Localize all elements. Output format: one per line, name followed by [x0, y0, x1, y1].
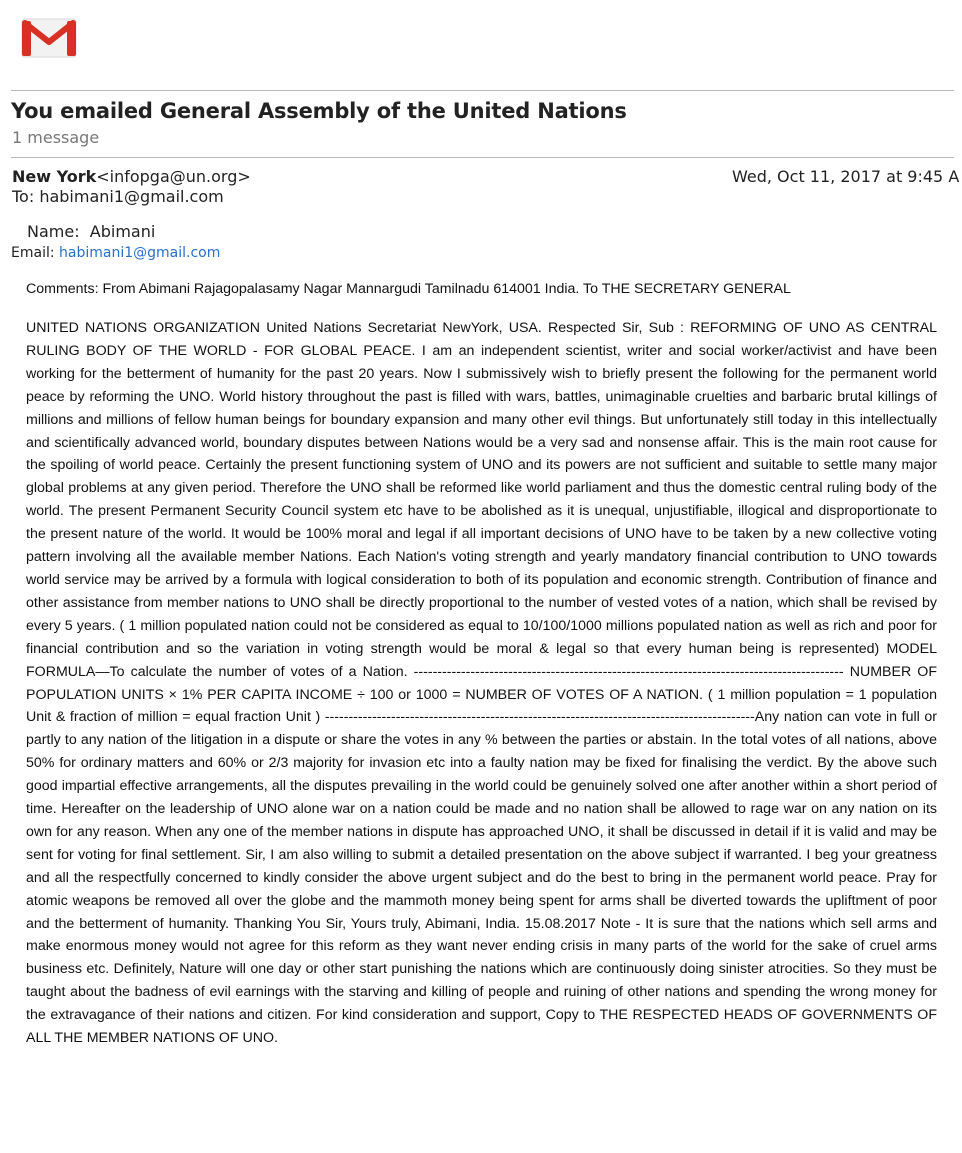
- email-label: Email:: [11, 245, 55, 261]
- recipient-line: [12, 187, 224, 206]
- email-link[interactable]: habimani1@gmail.com: [59, 245, 221, 261]
- sender-email[interactable]: <infopga@un.org>: [96, 167, 251, 186]
- comments-line: Comments: From Abimani Rajagopalasamy Nagar Mannargudi Tamilnadu 614001 India. To THE SECRETARY GENERAL: [26, 281, 791, 297]
- name-value: Abimani: [89, 222, 156, 241]
- header-divider: [11, 90, 954, 91]
- sender-line: [12, 167, 251, 186]
- subject-divider: [11, 157, 954, 158]
- message-body: UNITED NATIONS ORGANIZATION United Nations Secretariat NewYork, USA. Respected Sir, Sub : REFORMING OF UNO AS CENTRAL RULING BODY OF THE WORLD - FOR GLOBAL PEACE. I am an independent scientist, writer and social worker/activist and have been working for the betterment of humanity for the past 20 years. Now I submissively wish to briefly present the following for the permanent world peace by reforming the UNO. World history throughout the past is filled with wars, battles, unimaginable cruelties and barbaric brutal killings of millions and millions of fellow human beings for boundary expansion and many other evil things. But unfortunately still today in this intellectually and scientifically advanced world, boundary disputes between Nations would be a very sad and nonsense affair. This is the main root cause for the spoiling of world peace. Certainly the present functioning system of UNO and its powers are not sufficient and suitable to settle many major global problems at any given period. Therefore the UNO shall be reformed like world parliament and thus the domestic central ruling body of the world. The present Permanent Security Council system etc have to be abolished as it is unequal, unjustifiable, illogical and disproportionate to the present nature of the world. It would be 100% moral and legal if all important decisions of UNO have to be taken by a new collective voting pattern involving all the available member Nations. Each Nation's voting strength and yearly mandatory financial contribution to UNO towards world service may be arrived by a formula with logical consideration to both of its population and economic strength. Contribution of finance and other assistance from member nations to UNO shall be directly proportional to the number of vested votes of a nation, which shall be revised by every 5 years. ( 1 million populated nation could not be considered as equal to 10/100/1000 millions populated nation as well as rich and poor for financial contribution and so the variation in voting strength would be moral & legal so that every human being is represented) MODEL FORMULA—To calculate the number of votes of a Nation. ------------------------------------------------------------------------------------------- NUMBER OF POPULATION UNITS × 1% PER CAPITA INCOME ÷ 100 or 1000 = NUMBER OF VOTES OF A NATION. ( 1 million population = 1 population Unit & fraction of million = equal fraction Unit ) -------------------------------------------------------------------------------------------Any nation can vote in full or partly to any nation of the litigation in a dispute or share the votes in any % between the parties or abstain. In the total votes of all nations, above 50% for ordinary matters and 60% or 2/3 majority for invasion etc into a faulty nation may be fixed for finalising the verdict. By the above such good impartial effective arrangements, all the disputes prevailing in the world could be genuinely solved one after another within a short period of time. Hereafter on the leadership of UNO alone war on a nation could be made and no nation shall be allowed to rage war on any nation on its own for any reason. When any one of the member nations in dispute has approached UNO, it shall be discussed in detail if it is valid and may be sent for voting for final settlement. Sir, I am also willing to submit a detailed presentation on the above subject if warranted. I beg your greatness and all the respectfully concerned to kindly consider the above urgent subject and do the best to bring in the permanent world peace. Pray for atomic weapons be removed all over the globe and the mammoth money being spent for arms shall be diverted towards the upliftment of poor and the betterment of humanity. Thanking You Sir, Yours truly, Abimani, India. 15.08.2017 Note - It is sure that the nations which sell arms and make enormous money would not agree for this reform as they want never ending crisis in many parts of the world for the sake of cruel arms business etc. Definitely, Nature will one day or other start punishing the nations which are continuously doing sinister atrocities. So they must be taught about the badness of evil earnings with the starving and killing of people and ruining of other nations and spending the wrong money for the extravagance of their nations and citizen. For kind consideration and support, Copy to THE RESPECTED HEADS OF GOVERNMENTS OF ALL THE MEMBER NATIONS OF UNO.: [26, 320, 937, 1047]
- form-email-row: [11, 245, 220, 261]
- name-label: Name:: [27, 222, 80, 241]
- message-date: Wed, Oct 11, 2017 at 9:45 A: [732, 167, 960, 186]
- gmail-logo-icon: [21, 18, 77, 58]
- message-count: 1 message: [12, 128, 100, 147]
- recipient-email[interactable]: habimani1@gmail.com: [39, 187, 224, 206]
- thread-subject: You emailed General Assembly of the United Nations: [11, 99, 627, 123]
- to-label: To:: [12, 187, 35, 206]
- form-name-row: [27, 222, 155, 241]
- sender-name: New York: [12, 167, 97, 186]
